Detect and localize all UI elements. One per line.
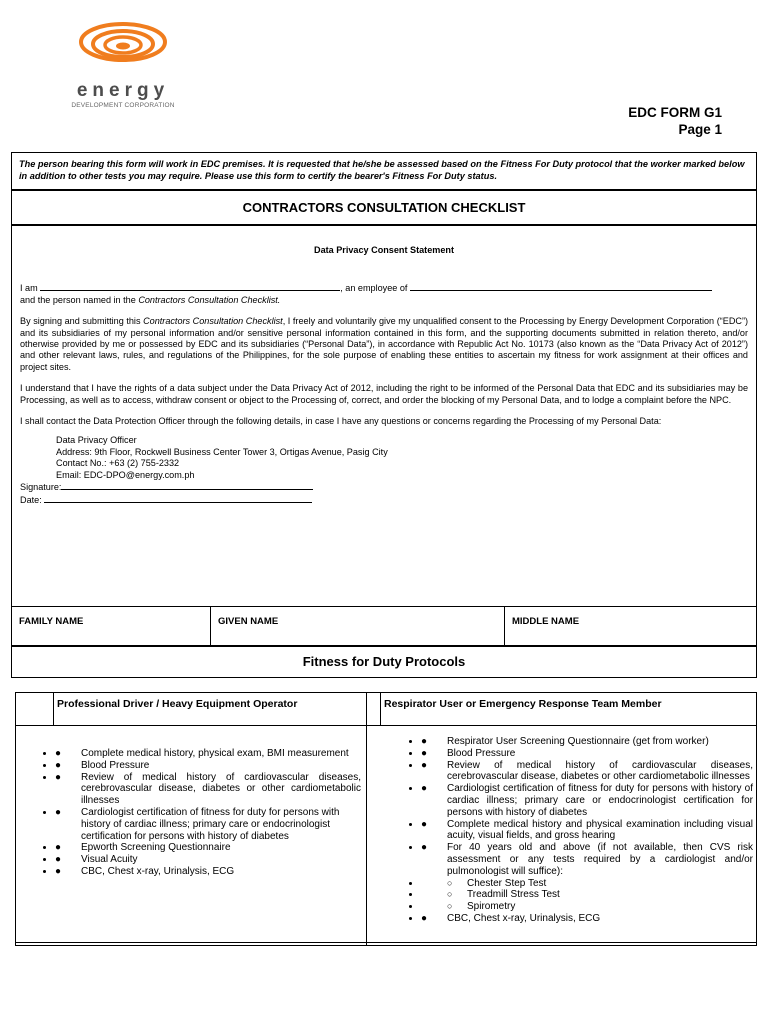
employee-of-label: , an employee of [340, 283, 408, 294]
checkbox-cell-driver[interactable] [16, 693, 54, 725]
list-item [421, 748, 753, 760]
list-item [55, 760, 361, 772]
consent-identity-line [20, 282, 748, 294]
bullet-icon: • ● [55, 854, 62, 866]
signature-row [20, 481, 748, 493]
list-item [421, 783, 753, 818]
item-text: Review of medical history of cardiovascular diseases, cerebrovascular disease, diabetes or other cardiometabolic illnesses [81, 771, 361, 807]
person-named-text: and the person named in the [20, 294, 139, 305]
list-item [421, 736, 753, 748]
list-item [55, 748, 361, 760]
sub-list-item [421, 901, 753, 913]
bullet-icon: • ● [421, 818, 428, 830]
protocols-header-row [16, 693, 756, 726]
bullet-icon: • ● [421, 783, 428, 795]
item-text: Spirometry [467, 901, 516, 913]
bullet-icon: • ● [421, 912, 428, 924]
list-item [421, 819, 753, 843]
middle-name-field[interactable]: MIDDLE NAME [512, 616, 580, 627]
energy-swirl-icon [68, 14, 178, 78]
signature-label: Signature: [20, 482, 62, 493]
item-text: Blood Pressure [447, 747, 516, 759]
col-header-driver: Professional Driver / Heavy Equipment Operator [54, 693, 367, 725]
list-item [55, 854, 361, 866]
consent-person-named [20, 295, 748, 306]
item-text: Respirator User Screening Questionnaire (get from worker) [447, 736, 709, 747]
bullet-icon: • ● [421, 759, 428, 771]
table-bottom-border [15, 942, 757, 943]
page-number: Page 1 [678, 122, 722, 137]
list-item [55, 807, 361, 842]
bullet-icon: • ● [55, 771, 62, 783]
item-text: For 40 years old and above (if not available, then CVS risk assessment or any tests required by a cardiologist and/or pulmonologist will suffice): [447, 842, 753, 877]
date-label: Date: [20, 494, 45, 505]
list-item [421, 913, 753, 925]
brand-subtitle: DEVELOPMENT CORPORATION [71, 102, 175, 109]
date-row [20, 494, 748, 506]
family-name-field[interactable]: FAMILY NAME [12, 607, 211, 645]
bullet-icon: • ● [421, 736, 428, 747]
protocols-title: Fitness for Duty Protocols [11, 646, 757, 678]
form-identifier [628, 104, 722, 138]
list-item [55, 842, 361, 854]
dpo-address: Address: 9th Floor, Rockwell Business Center Tower 3, Ortigas Avenue, Pasig City [56, 446, 388, 457]
list-item [421, 760, 753, 784]
item-text: CBC, Chest x-ray, Urinalysis, ECG [447, 912, 601, 924]
item-text: Complete medical history and physical examination including visual acuity, visual fields, and gross hearing [447, 818, 753, 842]
item-text: Cardiologist certification of fitness for duty for persons with history of cardiac illness; primary care or endocrinologist certification for persons with history of diabetes [447, 783, 753, 818]
employer-field[interactable] [410, 282, 712, 291]
bullet-icon: • ● [55, 842, 62, 854]
circle-bullet-icon: • ○ [447, 877, 453, 888]
item-text: Chester Step Test [467, 877, 547, 889]
dpo-phone: Contact No.: +63 (2) 755-2332 [56, 458, 180, 469]
bullet-icon: • ● [55, 748, 62, 759]
brand-name: energy [76, 80, 170, 101]
consent-paragraph-1 [20, 316, 748, 373]
consent-paragraph-3: I shall contact the Data Protection Officer through the following details, in case I have any questions or concerns regarding the Processing of my Personal Data: [20, 416, 662, 427]
page-title: CONTRACTORS CONSULTATION CHECKLIST [11, 190, 757, 225]
item-text: Visual Acuity [81, 854, 138, 866]
sub-list-item [421, 878, 753, 890]
date-field[interactable] [44, 494, 312, 503]
item-text: Cardiologist certification of fitness for duty for persons with history of cardiac illness; primary care or endocrinologist certification for persons with history of diabetes [81, 806, 340, 842]
consent-paragraph-2: I understand that I have the rights of a data subject under the Data Privacy Act of 2012, including the right to be informed of the Personal Data that EDC and its subsidiaries may be Processing, as well as to access, withdraw consent or object to the Processing of, correct, and order the blocking of my Personal Data, and to lodge a complaint before the NPC. [20, 383, 748, 405]
list-item [421, 842, 753, 877]
item-text: Treadmill Stress Test [467, 889, 560, 901]
consent-heading: Data Privacy Consent Statement [314, 245, 454, 255]
respirator-protocol-list [381, 726, 753, 935]
checkbox-cell-respirator[interactable] [367, 693, 381, 725]
driver-protocol-list [15, 738, 361, 888]
p1-em: Contractors Consultation Checklist [143, 316, 283, 327]
item-text: Complete medical history, physical exam, BMI measurement [81, 748, 349, 759]
bullet-icon: • ● [55, 865, 62, 877]
item-text: Epworth Screening Questionnaire [81, 842, 231, 854]
dpo-title: Data Privacy Officer [56, 435, 137, 446]
dpo-contact [56, 435, 748, 481]
dpo-email: Email: EDC-DPO@energy.com.ph [56, 469, 195, 480]
item-text: Blood Pressure [81, 759, 150, 771]
name-fields-row [11, 606, 757, 646]
consent-section [11, 225, 757, 607]
item-text: CBC, Chest x-ray, Urinalysis, ECG [81, 865, 235, 877]
p1-pre: By signing and submitting this [20, 316, 144, 327]
bullet-icon: • ● [55, 759, 62, 771]
circle-bullet-icon: • ○ [447, 901, 453, 912]
col-header-respirator: Respirator User or Emergency Response Team Member [384, 698, 662, 710]
person-named-em: Contractors Consultation Checklist. [138, 294, 281, 305]
circle-bullet-icon: • ○ [447, 889, 453, 900]
name-field[interactable] [40, 282, 340, 291]
form-number: EDC FORM G1 [628, 105, 722, 120]
intro-instructions: The person bearing this form will work in EDC premises. It is requested that he/she be assessed based on the Fitness For Duty protocol that the worker marked below in addition to other tests you may require. Please use this form to certify the bearer's Fitness For Duty status. [11, 152, 757, 190]
i-am-label: I am [20, 283, 38, 294]
signature-field[interactable] [61, 481, 313, 490]
given-name-field[interactable]: GIVEN NAME [211, 607, 505, 645]
bullet-icon: • ● [421, 842, 428, 854]
bullet-icon: • ● [55, 806, 62, 818]
list-item [55, 772, 361, 807]
list-item [55, 866, 361, 878]
p1-post: , I freely and voluntarily give my unqualified consent to the Processing by Energy Development Corporation (“EDC”) and its subsidiaries of my personal information and/or sensitive personal information contained in this form, and the supporting documents submitted in relation thereto, and/or otherwise provided by me or possessed by EDC and its subsidiaries (“Personal Data”), in accordance with Republic Act No. 10173 (also known as the “Data Privacy Act of 2012”) and other relevant laws, rules, and regulations of the Philippines, for the sole purpose of enabling these entities to ascertain my fitness for work assignment at their offices and project sites. [20, 316, 749, 372]
sub-list-item [421, 889, 753, 901]
bullet-icon: • ● [421, 747, 428, 759]
company-logo [58, 14, 198, 109]
item-text: Review of medical history of cardiovascular diseases, cerebrovascular disease, diabetes or other cardiometabolic illnesses [447, 759, 753, 783]
